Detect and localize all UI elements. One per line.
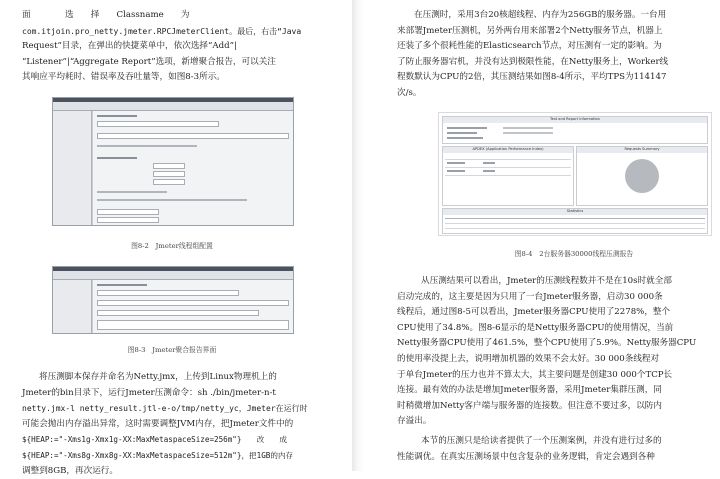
right-para2 (397, 274, 707, 430)
left-page (0, 0, 352, 476)
report-info-title: Test and Report information (550, 117, 600, 121)
text-line: 来部署Jmeter压测机，另外两台用来部署2个Netty服务节点，机器上 (397, 25, 663, 36)
text-line: 调整到8GB，再次运行。 (22, 465, 118, 476)
text-line: “Listener”|“Aggregate Report”选项，新增聚合报告，可以关注 (22, 56, 276, 67)
text-line: 线程后，通过图8-5可以看出，Jmeter服务器CPU使用了2278%，整个 (397, 307, 671, 318)
text-line: 性能调优。在真实压测场景中包含复杂的业务逻辑，肯定会遇到各种 (397, 451, 655, 462)
jmeter-thread-group-figure (52, 97, 294, 226)
text-line: 可能会抛出内存溢出异常，这时需要调整JVM内存，把Jmeter文件中的 (22, 418, 294, 429)
text-line: ${HEAP:="-Xms8g-Xmx8g-XX:MaxMetaspaceSize=512m"}，把1GB的内存 (22, 450, 294, 460)
text-line: ${HEAP:="-Xms1g-Xmx1g-XX:MaxMetaspaceSize=256m"} 改 成 (22, 435, 288, 445)
left-para1 (22, 8, 322, 86)
left-para2 (22, 370, 322, 479)
text-line: 存溢出。 (397, 416, 432, 427)
statistics-title: Statistics (566, 209, 584, 213)
text-line: 的使用率没提上去，说明增加机器的效果不会太好。30 000条线程对 (397, 353, 660, 364)
thread-group-panel (93, 111, 293, 225)
text-line: 面 选 择 Classname 为 (22, 10, 190, 20)
text-line: 将压测脚本保存并命名为Netty.jmx，上传到Linux物理机上的 (39, 372, 277, 382)
text-line: netty.jmx-l netty_result.jtl-e-o/tmp/netty_yc，Jmeter在运行时 (22, 404, 308, 414)
test-plan-tree (53, 111, 92, 225)
text-line: com.itjoin.pro_netty.jmeter.RPCJmeterClient。最后，右击“Java (22, 26, 302, 36)
text-line: Jmeter的bin目录下，运行Jmeter压测命令：sh ./bin/jmeter-n-t (22, 387, 276, 398)
test-plan-tree (53, 280, 92, 333)
text-line: 连接。最有效的办法是增加Jmeter服务器，采用Jmeter集群压测，同 (397, 385, 662, 396)
text-line: 在压测时，采用3台20核超线程、内存为256GB的服务器。一台用 (414, 10, 667, 20)
aggregate-report-panel (93, 280, 293, 333)
apdex-box (442, 146, 574, 206)
text-line: 从压测结果可以看出，Jmeter的压测线程数并不是在10s时就全部 (421, 276, 672, 286)
toolbar (53, 271, 293, 280)
text-line: CPU使用了34.8%。图8-6显示的是Netty服务器CPU的使用情况，当前 (397, 322, 674, 333)
right-para3 (397, 434, 707, 465)
text-line: Netty服务器CPU使用了461.5%，整个CPU使用了5.9%。Netty服务器CPU (397, 338, 697, 349)
text-line: 程数默认为CPU的2倍，其压测结果如图8-4所示，平均TPS为114147 (397, 72, 667, 83)
text-line: 还装了多个很耗性能的Elasticsearch节点，对压测有一定的影响。为 (397, 41, 662, 52)
figure-8-3-caption: 图8-3 Jmeter聚合报告界面 (127, 346, 217, 354)
text-line: 于单台Jmeter的压力也并不算太大，其主要问题是创建30 000个TCP长 (397, 369, 673, 380)
text-line: 其响应平均耗时、错误率及吞吐量等，如图8-3所示。 (22, 72, 225, 83)
jmeter-dashboard-report-figure (438, 112, 712, 236)
text-line: 本节的压测只是给读者提供了一个压测案例，并没有进行过多的 (421, 436, 662, 446)
book-gutter (352, 0, 364, 471)
figure-8-2-caption: 图8-2 Jmeter线程组配置 (131, 242, 213, 250)
text-line: 时稍微增加Netty客户端与服务器的连接数。但注意不要过多，以防内 (397, 400, 662, 411)
text-line: 次/s。 (397, 87, 422, 98)
text-line: Request”目录，在弹出的快捷菜单中，依次选择“Add”| (22, 41, 237, 52)
requests-summary-box (576, 146, 708, 206)
text-line: 了防止服务器宕机，并没有达到极限性能，在Netty服务上，Worker线 (397, 56, 669, 67)
toolbar (53, 102, 293, 111)
text-line: 启动完成的，这主要是因为只用了一台Jmeter服务器，启动30 000条 (397, 291, 663, 302)
apdex-title: APDEX (Application Performance Index) (472, 147, 544, 151)
statistics-box (442, 208, 708, 234)
figure-8-4-caption: 图8-4 2台服务器30000线程压测报告 (514, 250, 634, 258)
right-para1 (397, 8, 707, 102)
requests-pie (625, 159, 659, 193)
requests-summary-title: Requests Summary (624, 147, 660, 151)
jmeter-aggregate-report-figure (52, 266, 294, 334)
test-report-info-box (442, 116, 708, 144)
right-page (364, 0, 720, 471)
